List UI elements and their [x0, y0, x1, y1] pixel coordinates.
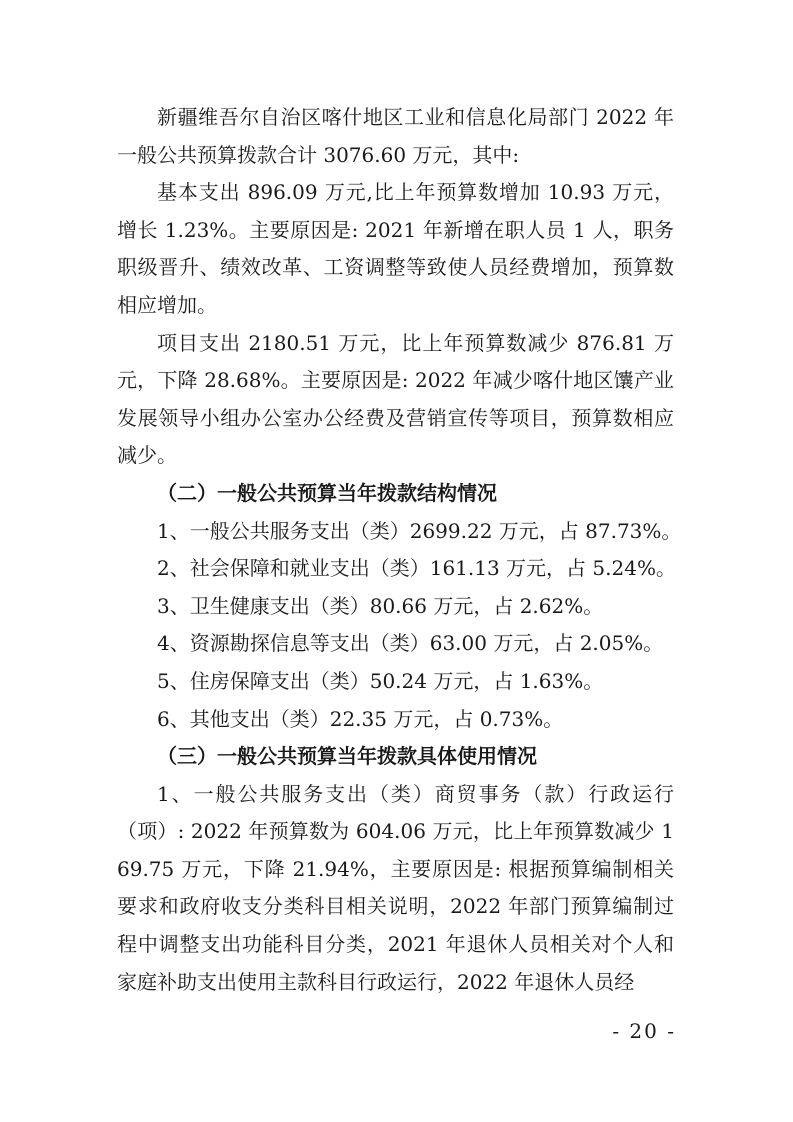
- section-heading-usage: （三）一般公共预算当年拨款具体使用情况: [157, 744, 537, 769]
- structure-item-4: 4、资源勘探信息等支出（类）63.00 万元，占 2.05%。: [157, 631, 664, 656]
- structure-item-3: 3、卫生健康支出（类）80.66 万元，占 2.62%。: [157, 593, 604, 618]
- structure-item-2: 2、社会保障和就业支出（类）161.13 万元，占 5.24%。: [157, 556, 676, 581]
- page-number: - 20 -: [612, 1019, 676, 1043]
- structure-item-1: 1、一般公共服务支出（类）2699.22 万元，占 87.73%。: [157, 518, 682, 543]
- section-heading-structure: （二）一般公共预算当年拨款结构情况: [157, 480, 497, 505]
- project-expenditure-paragraph: 项目支出 2180.51 万元，比上年预算数减少 876.81 万元，下降 28.68%。主要原因是: 2022 年减少喀什地区馕产业发展领导小组办公室办公经费及营销宣传等项目，预算数相应减少。: [117, 330, 674, 468]
- structure-item-6: 6、其他支出（类）22.35 万元，占 0.73%。: [157, 706, 564, 731]
- document-body: [117, 99, 682, 1001]
- structure-item-5: 5、住房保障支出（类）50.24 万元，占 1.63%。: [157, 668, 604, 693]
- structure-list: [117, 513, 682, 739]
- budget-total-paragraph: 新疆维吾尔自治区喀什地区工业和信息化局部门 2022 年一般公共预算拨款合计 3076.60 万元，其中:: [117, 105, 674, 167]
- basic-expenditure-paragraph: 基本支出 896.09 万元,比上年预算数增加 10.93 万元，增长 1.23%。主要原因是: 2021 年新增在职人员 1 人，职务职级晋升、绩效改革、工资调整等致使人员经费增加，预算数相应增加。: [117, 180, 674, 317]
- usage-paragraph-1: 1、一般公共服务支出（类）商贸事务（款）行政运行（项）: 2022 年预算数为 604.06 万元，比上年预算数减少 169.75 万元，下降 21.94%，主要原因是: 根据预算编制相关要求和政府收支分类科目相关说明，2022 年部门预算编制过程中调整支出功能科目分类，2021 年退休人员相关对个人和家庭补助支出使用主款科目行政运行，2022 年退休人员经: [117, 781, 674, 994]
